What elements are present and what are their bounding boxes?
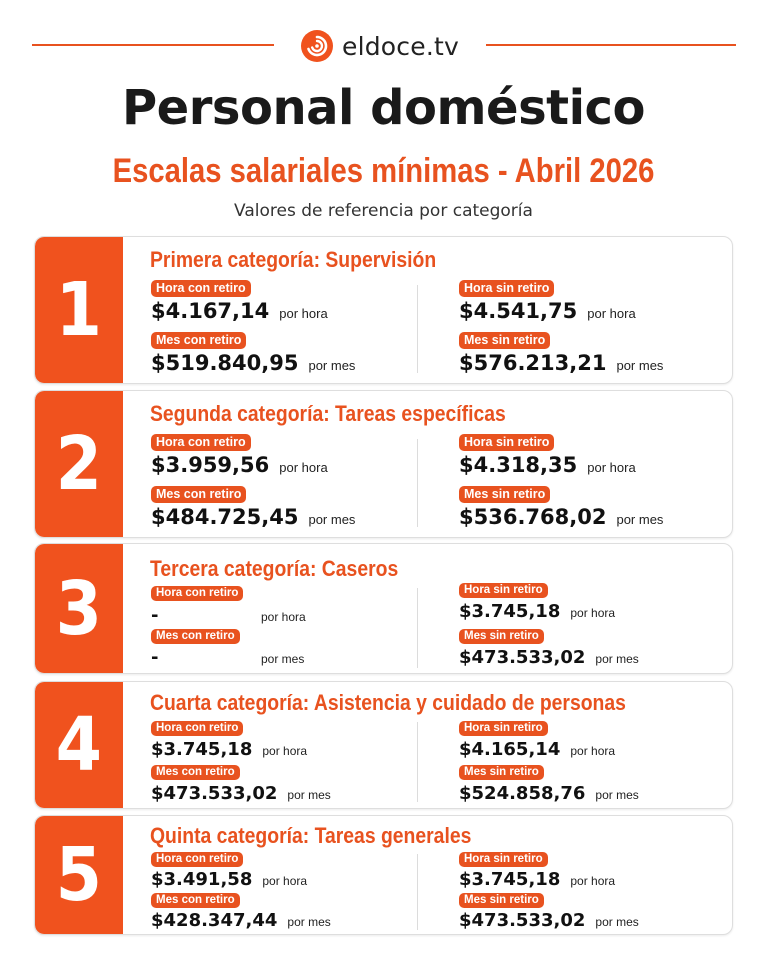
hora-con-retiro-label: Hora con retiro	[151, 280, 251, 297]
hora-unit: por hora	[262, 874, 308, 888]
mes-sin-retiro-label: Mes sin retiro	[459, 893, 544, 908]
mes-unit: por mes	[616, 512, 664, 527]
mes-sin-retiro-row	[459, 910, 639, 931]
mes-con-retiro-label: Mes con retiro	[151, 765, 240, 780]
mes-sin-retiro-label: Mes sin retiro	[459, 765, 544, 780]
category-card-2	[34, 390, 733, 538]
header	[0, 20, 767, 70]
hora-sin-retiro-row	[459, 299, 636, 323]
hora-sin-retiro-label: Hora sin retiro	[459, 852, 548, 867]
hora-unit: por hora	[587, 306, 636, 321]
mes-sin-retiro-row	[459, 647, 639, 668]
hora-unit: por hora	[279, 306, 328, 321]
hora-con-retiro-row	[151, 605, 306, 626]
hora-con-retiro-row	[151, 739, 307, 760]
brand	[300, 24, 459, 68]
hora-unit: por hora	[262, 744, 308, 758]
hora-unit: por hora	[279, 460, 328, 475]
mes-unit: por mes	[308, 512, 356, 527]
mes-sin-retiro-row	[459, 505, 663, 529]
category-number: 4	[55, 702, 103, 788]
hora-con-retiro-label: Hora con retiro	[151, 852, 243, 867]
category-number: 3	[55, 565, 103, 652]
mes-con-retiro-row	[151, 351, 355, 375]
category-title: Segunda categoría: Tareas específicas	[150, 401, 506, 426]
category-number-block	[35, 544, 123, 673]
hora-sin-retiro-value: $3.745,18	[459, 869, 561, 890]
header-rule-right	[486, 44, 736, 46]
mes-unit: por mes	[595, 915, 639, 929]
brand-name: eldoce.tv	[342, 31, 459, 61]
category-number-block	[35, 682, 123, 808]
mes-sin-retiro-row	[459, 351, 663, 375]
mes-con-retiro-value: -	[151, 647, 159, 668]
category-number: 2	[55, 421, 103, 507]
mes-unit: por mes	[595, 652, 639, 666]
hora-sin-retiro-row	[459, 601, 615, 622]
hora-sin-retiro-value: $4.541,75	[459, 299, 578, 323]
card-divider	[417, 722, 418, 802]
hora-con-retiro-value: -	[151, 605, 159, 626]
mes-unit: por mes	[308, 358, 356, 373]
hora-con-retiro-value: $3.745,18	[151, 739, 253, 760]
mes-sin-retiro-value: $536.768,02	[459, 505, 607, 529]
mes-con-retiro-label: Mes con retiro	[151, 486, 246, 503]
mes-sin-retiro-label: Mes sin retiro	[459, 629, 544, 644]
category-card-4	[34, 681, 733, 809]
mes-sin-retiro-value: $524.858,76	[459, 783, 586, 804]
category-number: 5	[55, 832, 103, 918]
category-number-block	[35, 391, 123, 537]
hora-sin-retiro-label: Hora sin retiro	[459, 280, 554, 297]
header-rule-left	[32, 44, 274, 46]
category-card-3	[34, 543, 733, 674]
hora-unit: por hora	[587, 460, 636, 475]
hora-con-retiro-row	[151, 299, 328, 323]
hora-sin-retiro-label: Hora sin retiro	[459, 434, 554, 451]
hora-con-retiro-label: Hora con retiro	[151, 586, 243, 601]
category-number-block	[35, 237, 123, 383]
category-number-block	[35, 816, 123, 934]
hora-con-retiro-row	[151, 453, 328, 477]
hora-sin-retiro-row	[459, 869, 615, 890]
mes-con-retiro-label: Mes con retiro	[151, 629, 240, 644]
category-title: Quinta categoría: Tareas generales	[150, 823, 472, 848]
hora-con-retiro-label: Hora con retiro	[151, 434, 251, 451]
hora-unit: por hora	[570, 744, 616, 758]
mes-con-retiro-row	[151, 910, 331, 931]
mes-con-retiro-value: $428.347,44	[151, 910, 278, 931]
hora-con-retiro-row	[151, 869, 307, 890]
hora-unit: por hora	[261, 610, 306, 624]
spiral-logo-icon	[300, 29, 334, 63]
hora-sin-retiro-value: $3.745,18	[459, 601, 561, 622]
mes-unit: por mes	[287, 788, 331, 802]
mes-con-retiro-row	[151, 647, 304, 668]
card-divider	[417, 439, 418, 527]
hora-con-retiro-value: $4.167,14	[151, 299, 270, 323]
mes-sin-retiro-row	[459, 783, 639, 804]
hora-sin-retiro-row	[459, 453, 636, 477]
mes-con-retiro-label: Mes con retiro	[151, 332, 246, 349]
card-divider	[417, 588, 418, 668]
hora-sin-retiro-value: $4.165,14	[459, 739, 561, 760]
page-title: Personal doméstico	[122, 80, 645, 136]
hora-sin-retiro-value: $4.318,35	[459, 453, 578, 477]
card-divider	[417, 285, 418, 373]
mes-sin-retiro-label: Mes sin retiro	[459, 332, 550, 349]
mes-con-retiro-label: Mes con retiro	[151, 893, 240, 908]
category-card-5	[34, 815, 733, 935]
hora-sin-retiro-label: Hora sin retiro	[459, 721, 548, 736]
hora-sin-retiro-label: Hora sin retiro	[459, 583, 548, 598]
mes-unit: por mes	[287, 915, 331, 929]
mes-unit: por mes	[616, 358, 664, 373]
hora-unit: por hora	[570, 606, 616, 620]
page-subtitle: Escalas salariales mínimas - Abril 2026	[112, 152, 655, 190]
hora-sin-retiro-row	[459, 739, 615, 760]
mes-sin-retiro-label: Mes sin retiro	[459, 486, 550, 503]
mes-sin-retiro-value: $473.533,02	[459, 910, 586, 931]
category-title: Cuarta categoría: Asistencia y cuidado de personas	[150, 690, 626, 715]
mes-con-retiro-row	[151, 783, 331, 804]
mes-sin-retiro-value: $576.213,21	[459, 351, 607, 375]
category-card-1	[34, 236, 733, 384]
card-divider	[417, 854, 418, 930]
hora-unit: por hora	[570, 874, 616, 888]
mes-unit: por mes	[595, 788, 639, 802]
hora-con-retiro-value: $3.491,58	[151, 869, 253, 890]
mes-unit: por mes	[261, 652, 305, 666]
hora-con-retiro-value: $3.959,56	[151, 453, 270, 477]
page-note: Valores de referencia por categoría	[234, 201, 533, 221]
mes-con-retiro-value: $484.725,45	[151, 505, 299, 529]
mes-sin-retiro-value: $473.533,02	[459, 647, 586, 668]
hora-con-retiro-label: Hora con retiro	[151, 721, 243, 736]
category-title: Tercera categoría: Caseros	[150, 556, 399, 581]
category-title: Primera categoría: Supervisión	[150, 247, 437, 272]
mes-con-retiro-value: $519.840,95	[151, 351, 299, 375]
mes-con-retiro-row	[151, 505, 355, 529]
category-number: 1	[55, 267, 103, 353]
mes-con-retiro-value: $473.533,02	[151, 783, 278, 804]
